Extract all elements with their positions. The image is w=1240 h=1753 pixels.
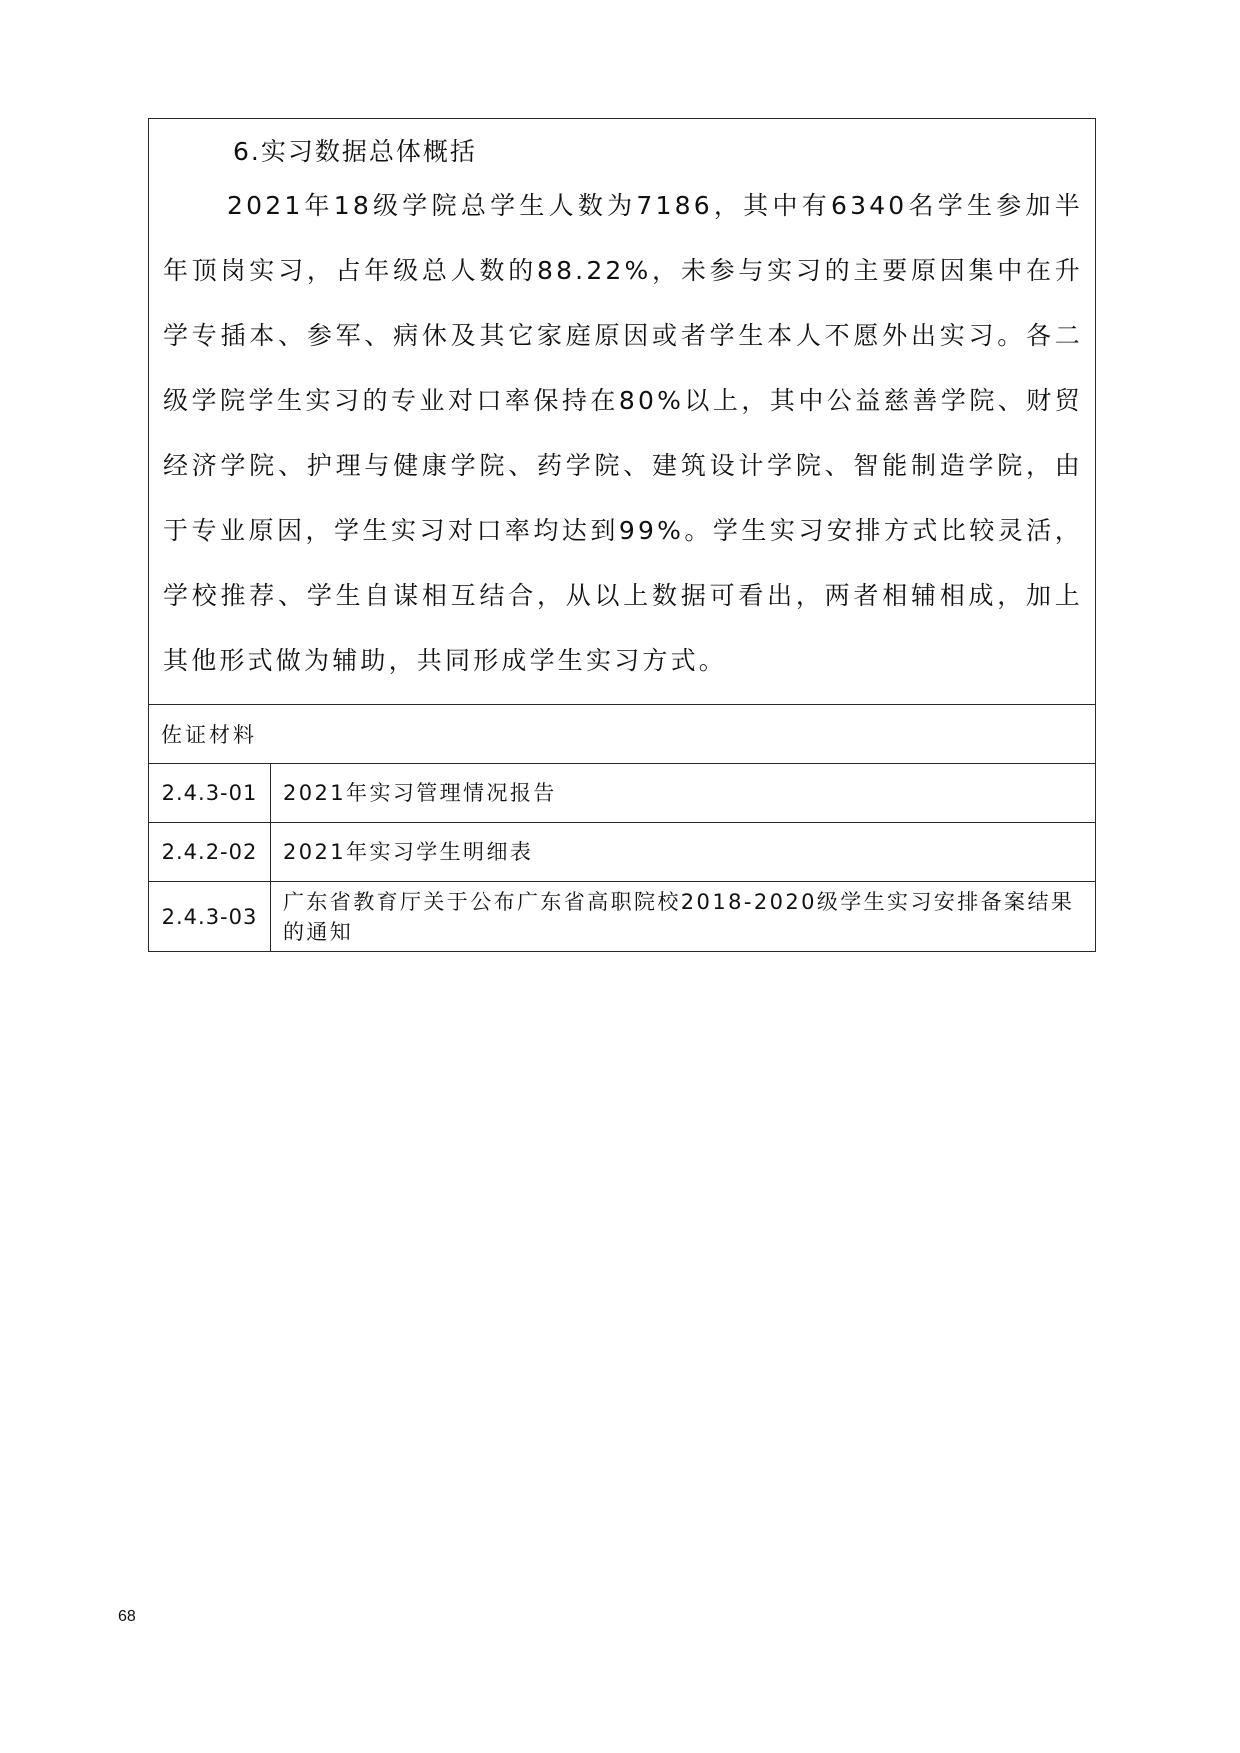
- summary-row: [149, 119, 1096, 705]
- page-number: 68: [118, 1608, 136, 1625]
- summary-paragraph: 2021年18级学院总学生人数为7186，其中有6340名学生参加半年顶岗实习，占年级总人数的88.22%，未参与实习的主要原因集中在升学专插本、参军、病休及其它家庭原因或者学生本人不愿外出实习。各二级学院学生实习的专业对口率保持在80%以上，其中公益慈善学院、财贸经济学院、护理与健康学院、药学院、建筑设计学院、智能制造学院，由于专业原因，学生实习对口率均达到99%。学生实习安排方式比较灵活，学校推荐、学生自谋相互结合，从以上数据可看出，两者相辅相成，加上其他形式做为辅助，共同形成学生实习方式。: [163, 191, 1083, 675]
- evidence-title-row: [149, 705, 1096, 764]
- evidence-name: 2021年实习管理情况报告: [271, 764, 1096, 823]
- evidence-code: 2.4.2-02: [149, 823, 271, 882]
- table-row: [149, 882, 1096, 952]
- table-row: [149, 823, 1096, 882]
- evidence-title: 佐证材料: [149, 705, 1096, 764]
- section-heading: 6.实习数据总体概括: [233, 137, 477, 166]
- evidence-code: 2.4.3-01: [149, 764, 271, 823]
- evidence-code: 2.4.3-03: [149, 882, 271, 952]
- evidence-name: 2021年实习学生明细表: [271, 823, 1096, 882]
- evidence-name: 广东省教育厅关于公布广东省高职院校2018-2020级学生实习安排备案结果的通知: [271, 882, 1096, 952]
- report-table: [148, 118, 1096, 952]
- table-row: [149, 764, 1096, 823]
- summary-cell: [149, 119, 1096, 705]
